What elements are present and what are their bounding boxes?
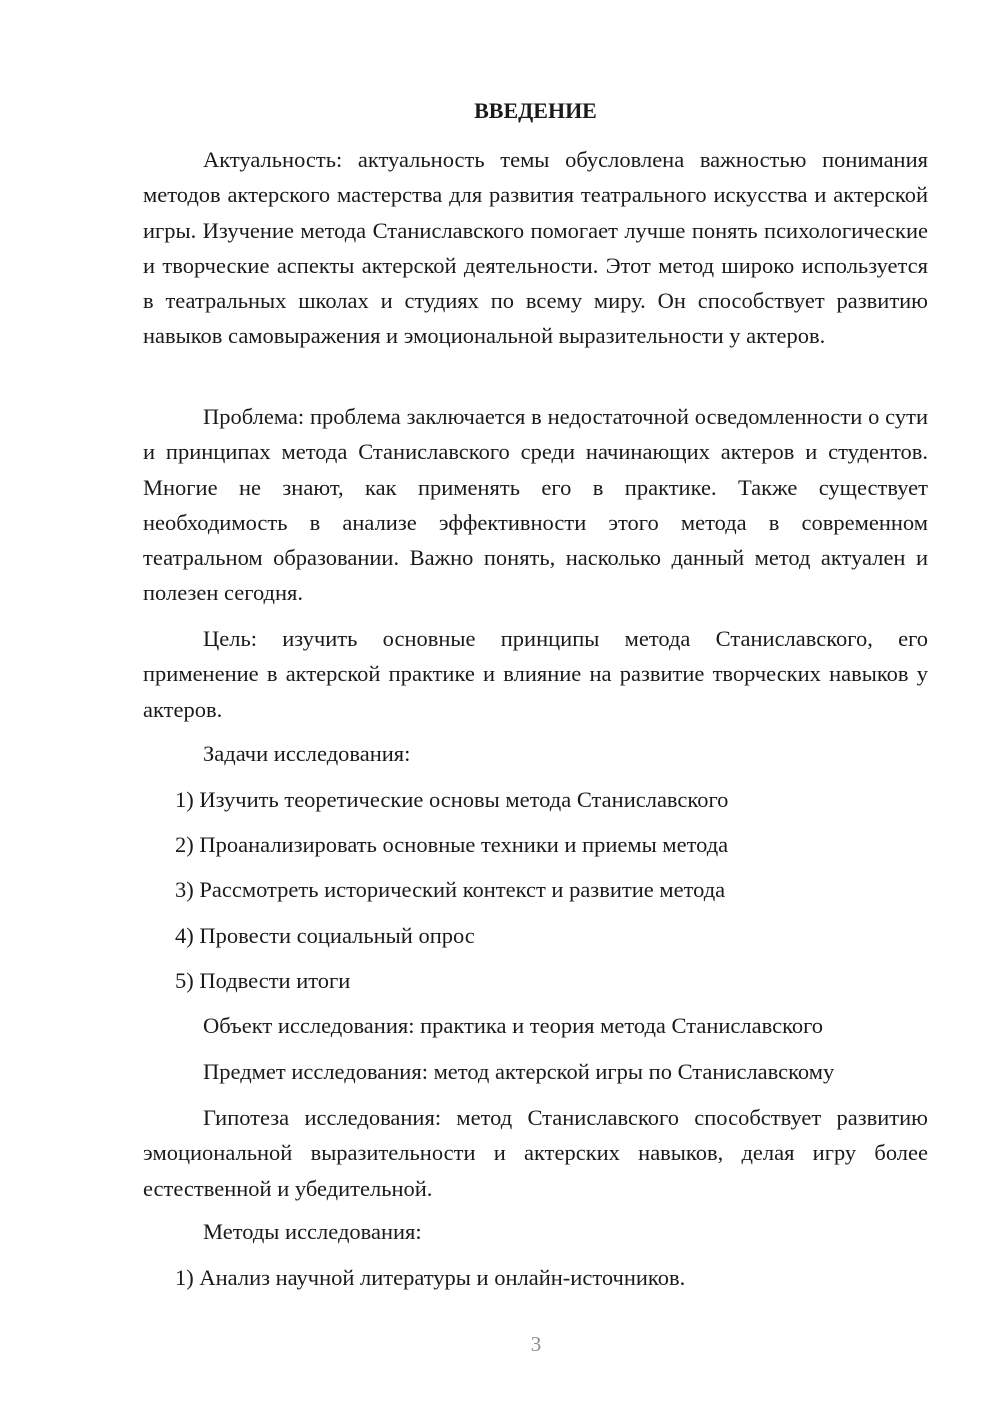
method-item: 1) Анализ научной литературы и онлайн-источников.	[175, 1265, 686, 1290]
research-subject: Предмет исследования: метод актерской игры по Станиславскому	[203, 1059, 835, 1084]
goal-paragraph: Цель: изучить основные принципы метода Станиславского, его применение в актерской практике и влияние на развитие творческих навыков у актеров.	[143, 626, 928, 722]
tasks-heading: Задачи исследования:	[203, 741, 411, 766]
task-item: 5) Подвести итоги	[175, 968, 351, 993]
task-item: 3) Рассмотреть исторический контекст и развитие метода	[175, 877, 726, 902]
research-object: Объект исследования: практика и теория метода Станиславского	[203, 1013, 824, 1038]
task-item: 4) Провести социальный опрос	[175, 923, 475, 948]
page-number: 3	[530, 1332, 542, 1356]
hypothesis-paragraph: Гипотеза исследования: метод Станиславского способствует развитию эмоциональной выразительности и актерских навыков, делая игру более естественной и убедительной.	[143, 1105, 928, 1201]
task-item: 1) Изучить теоретические основы метода Станиславского	[175, 787, 729, 812]
problem-paragraph: Проблема: проблема заключается в недостаточной осведомленности о сути и принципах метода Станиславского среди начинающих актеров и студентов. Многие не знают, как применять его в практике. Также существует необходимость в анализе эффективности этого метода в современном театральном образовании. Важно понять, насколько данный метод актуален и полезен сегодня.	[143, 404, 928, 606]
task-item: 2) Проанализировать основные техники и приемы метода	[175, 832, 729, 857]
methods-heading: Методы исследования:	[203, 1219, 422, 1244]
relevance-paragraph: Актуальность: актуальность темы обусловлена важностью понимания методов актерского мастерства для развития театрального искусства и актерской игры. Изучение метода Станиславского помогает лучше понять психологические и творческие аспекты актерской деятельности. Этот метод широко используется в театральных школах и студиях по всему миру. Он способствует развитию навыков самовыражения и эмоциональной выразительности у актеров.	[143, 147, 928, 349]
section-title: ВВЕДЕНИЕ	[474, 98, 597, 123]
